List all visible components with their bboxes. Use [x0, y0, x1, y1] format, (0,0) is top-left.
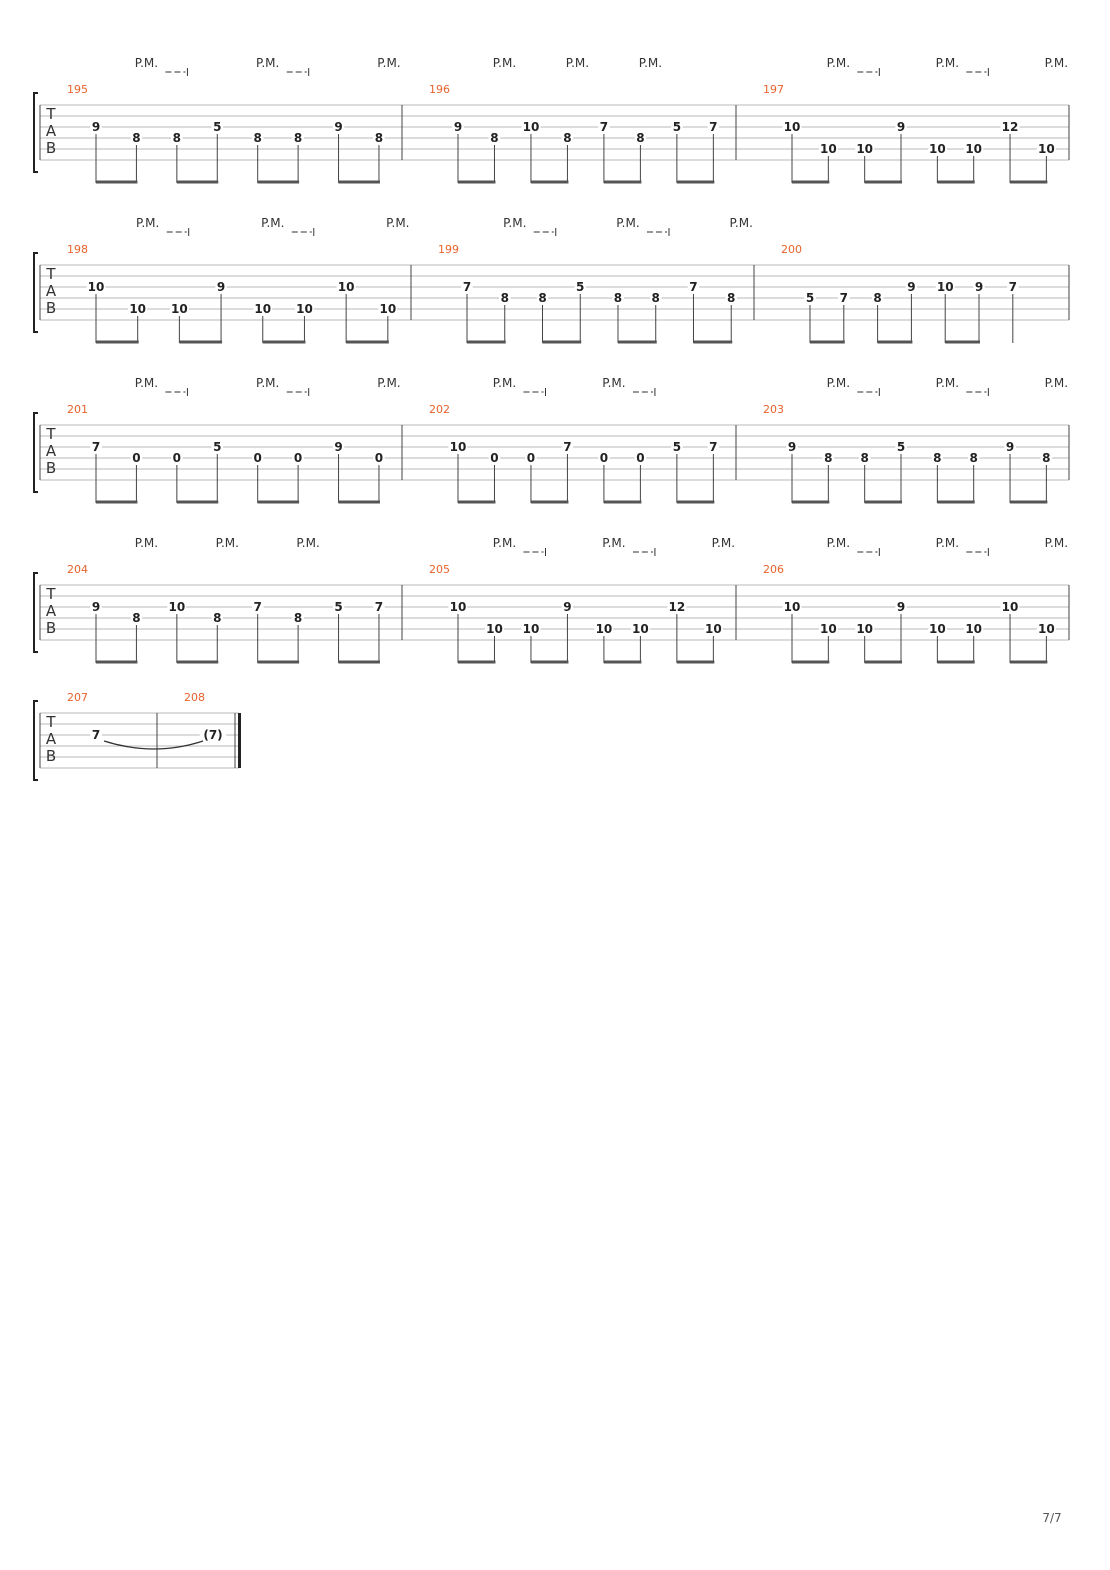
tab-clef-letter: A	[45, 442, 57, 460]
system-bracket	[34, 413, 38, 492]
fret-number: 8	[374, 131, 384, 145]
fret-number: 7	[374, 600, 384, 614]
palm-mute-label: P.M.	[1044, 536, 1069, 550]
palm-mute-label: P.M.	[492, 376, 517, 390]
tab-system	[34, 691, 241, 780]
tab-clef-letter: T	[46, 265, 56, 283]
fret-number: 10	[129, 302, 147, 316]
fret-number: 8	[860, 451, 869, 465]
fret-number: 7	[91, 728, 101, 742]
beam	[937, 661, 974, 664]
beam	[531, 181, 568, 184]
fret-number: 8	[873, 291, 882, 305]
beam	[458, 661, 495, 664]
palm-mute-label: P.M.	[492, 536, 517, 550]
measure-number: 208	[184, 691, 205, 704]
beam	[1010, 181, 1047, 184]
fret-number: 0	[172, 451, 182, 465]
fret-number: 8	[969, 451, 978, 465]
tab-system	[34, 216, 1069, 344]
measure-number: 196	[429, 83, 450, 96]
fret-number: 9	[91, 120, 101, 134]
fret-number: 10	[1038, 142, 1055, 156]
tab-clef-letter: B	[45, 619, 57, 637]
fret-number: 8	[132, 611, 141, 625]
fret-number: 9	[334, 440, 343, 454]
beam	[604, 181, 641, 184]
beam	[96, 181, 137, 184]
fret-number: 10	[449, 440, 467, 454]
tab-system	[34, 536, 1069, 664]
fret-number: 9	[896, 120, 906, 134]
fret-number: 10	[379, 302, 397, 316]
system-bracket	[34, 253, 38, 332]
beam	[339, 181, 380, 184]
fret-number: 10	[856, 142, 874, 156]
palm-mute-label: P.M.	[503, 216, 527, 230]
fret-number: 8	[563, 131, 572, 145]
beam	[531, 501, 568, 504]
fret-number: 7	[91, 440, 101, 454]
fret-number: 10	[936, 280, 954, 294]
beam	[618, 341, 657, 344]
beam	[458, 181, 495, 184]
palm-mute-label: P.M.	[616, 216, 640, 230]
fret-number: 9	[334, 120, 343, 134]
fret-number: 9	[216, 280, 226, 294]
beam	[792, 501, 829, 504]
palm-mute-label: P.M.	[826, 536, 851, 550]
palm-mute-label: P.M.	[602, 536, 626, 550]
tab-clef-letter: T	[46, 105, 56, 123]
fret-number: 0	[132, 451, 141, 465]
palm-mute-label: P.M.	[492, 56, 517, 70]
beam	[677, 501, 714, 504]
palm-mute-label: P.M.	[1044, 376, 1069, 390]
fret-number: 10	[486, 622, 503, 636]
fret-number: 10	[783, 600, 801, 614]
beam	[96, 341, 139, 344]
palm-mute-label: P.M.	[826, 56, 851, 70]
beam	[677, 181, 714, 184]
measure-number: 202	[429, 403, 450, 416]
fret-number: 10	[819, 142, 837, 156]
fret-number: 5	[213, 440, 222, 454]
palm-mute-label: P.M.	[296, 536, 320, 550]
fret-number: 8	[500, 291, 509, 305]
fret-number: 10	[296, 302, 313, 316]
fret-number: 9	[91, 600, 101, 614]
fret-number: 9	[1005, 440, 1015, 454]
fret-number: 0	[374, 451, 384, 465]
fret-number: 10	[705, 622, 722, 636]
beam	[258, 181, 299, 184]
beam	[177, 501, 218, 504]
fret-number: 7	[839, 291, 848, 305]
measure-number: 206	[763, 563, 784, 576]
palm-mute-label: P.M.	[935, 376, 960, 390]
palm-mute-label: P.M.	[377, 56, 401, 70]
tab-clef-letter: B	[45, 459, 57, 477]
palm-mute-label: P.M.	[215, 536, 239, 550]
fret-number: 10	[522, 120, 540, 134]
beam	[937, 501, 974, 504]
system-bracket	[34, 573, 38, 652]
tab-clef-letter: T	[46, 713, 56, 731]
fret-number: 7	[709, 440, 718, 454]
tab-clef-letter: B	[45, 139, 57, 157]
fret-number: 10	[254, 302, 272, 316]
beam	[937, 181, 974, 184]
fret-number: 7	[709, 120, 718, 134]
fret-number: 10	[168, 600, 186, 614]
fret-number: 10	[965, 142, 983, 156]
fret-number: 10	[1038, 622, 1055, 636]
beam	[263, 341, 306, 344]
fret-number: 10	[856, 622, 874, 636]
measure-number: 197	[763, 83, 784, 96]
beam	[542, 341, 581, 344]
beam	[179, 341, 222, 344]
beam	[865, 181, 902, 184]
fret-number: 0	[526, 451, 536, 465]
fret-number: 9	[974, 280, 984, 294]
beam	[810, 341, 845, 344]
fret-number: 9	[907, 280, 916, 294]
tab-clef-letter: B	[45, 747, 57, 765]
fret-number: 7	[599, 120, 609, 134]
fret-number: 10	[337, 280, 355, 294]
fret-number: 8	[651, 291, 660, 305]
fret-number: 5	[334, 600, 343, 614]
beam	[865, 501, 902, 504]
fret-number: 9	[787, 440, 797, 454]
beam	[693, 341, 732, 344]
fret-number: 10	[1001, 600, 1019, 614]
palm-mute-label: P.M.	[935, 56, 960, 70]
fret-number: 8	[172, 131, 182, 145]
fret-number: 8	[293, 131, 303, 145]
fret-number: 12	[668, 600, 686, 614]
fret-number: 8	[613, 291, 623, 305]
palm-mute-label: P.M.	[638, 56, 663, 70]
fret-number: 10	[783, 120, 801, 134]
palm-mute-label: P.M.	[134, 536, 159, 550]
tab-clef-letter: A	[45, 602, 57, 620]
beam	[1010, 661, 1047, 664]
fret-number: 0	[599, 451, 609, 465]
fret-number: 10	[595, 622, 613, 636]
fret-number: 9	[563, 600, 572, 614]
fret-number: 5	[576, 280, 585, 294]
palm-mute-label: P.M.	[935, 536, 960, 550]
beam	[177, 181, 218, 184]
tab-system	[34, 376, 1069, 504]
fret-number: 0	[253, 451, 262, 465]
palm-mute-label: P.M.	[256, 376, 280, 390]
measure-number: 204	[67, 563, 88, 576]
system-bracket	[34, 701, 38, 780]
palm-mute-label: P.M.	[136, 216, 160, 230]
palm-mute-label: P.M.	[711, 536, 736, 550]
beam	[531, 661, 568, 664]
fret-number: 8	[253, 131, 262, 145]
system-bracket	[34, 93, 38, 172]
fret-number: 10	[171, 302, 188, 316]
beam	[258, 661, 299, 664]
fret-number: 8	[1042, 451, 1051, 465]
measure-number: 198	[67, 243, 88, 256]
fret-number: 8	[490, 131, 499, 145]
fret-number: 10	[819, 622, 837, 636]
palm-mute-label: P.M.	[826, 376, 851, 390]
palm-mute-label: P.M.	[729, 216, 753, 230]
beam	[339, 661, 380, 664]
fret-number: 9	[453, 120, 463, 134]
beam	[96, 661, 137, 664]
fret-number: 8	[293, 611, 303, 625]
tab-clef-letter: A	[45, 122, 57, 140]
fret-number: 10	[929, 622, 946, 636]
tab-clef-letter: T	[46, 425, 56, 443]
palm-mute-label: P.M.	[134, 56, 159, 70]
fret-number: 12	[1001, 120, 1019, 134]
fret-number: 0	[636, 451, 645, 465]
palm-mute-label: P.M.	[386, 216, 410, 230]
palm-mute-label: P.M.	[256, 56, 280, 70]
fret-number: 5	[672, 120, 682, 134]
beam	[177, 661, 218, 664]
final-barline	[238, 713, 241, 768]
fret-number: 7	[563, 440, 572, 454]
fret-number: 10	[449, 600, 467, 614]
beam	[346, 341, 389, 344]
fret-number: 7	[462, 280, 472, 294]
fret-number: 7	[253, 600, 262, 614]
palm-mute-label: P.M.	[565, 56, 590, 70]
beam	[604, 501, 641, 504]
fret-number: 10	[929, 142, 946, 156]
fret-number: 8	[727, 291, 736, 305]
fret-number: 5	[672, 440, 682, 454]
beam	[96, 501, 137, 504]
fret-number: 8	[824, 451, 833, 465]
palm-mute-label: P.M.	[134, 376, 159, 390]
beam	[258, 501, 299, 504]
tab-clef-letter: A	[45, 730, 57, 748]
fret-number: 8	[213, 611, 222, 625]
beam	[339, 501, 380, 504]
palm-mute-label: P.M.	[602, 376, 626, 390]
beam	[792, 181, 829, 184]
measure-number: 195	[67, 83, 88, 96]
beam	[458, 501, 495, 504]
measure-number: 201	[67, 403, 88, 416]
beam	[865, 661, 902, 664]
beam	[878, 341, 913, 344]
fret-number: 9	[896, 600, 906, 614]
beam	[792, 661, 829, 664]
fret-number: 10	[522, 622, 540, 636]
measure-number: 205	[429, 563, 450, 576]
palm-mute-label: P.M.	[1044, 56, 1069, 70]
fret-number: 8	[132, 131, 141, 145]
beam	[467, 341, 506, 344]
fret-number: (7)	[203, 728, 223, 742]
fret-number: 0	[293, 451, 303, 465]
fret-number: 8	[538, 291, 547, 305]
fret-number: 0	[490, 451, 499, 465]
fret-number: 10	[965, 622, 983, 636]
fret-number: 10	[87, 280, 105, 294]
fret-number: 7	[689, 280, 698, 294]
measure-number: 199	[438, 243, 459, 256]
fret-number: 8	[636, 131, 645, 145]
measure-number: 207	[67, 691, 88, 704]
tab-system	[34, 56, 1069, 184]
fret-number: 8	[933, 451, 942, 465]
tab-clef-letter: A	[45, 282, 57, 300]
measure-number: 203	[763, 403, 784, 416]
fret-number: 5	[213, 120, 222, 134]
fret-number: 5	[805, 291, 815, 305]
fret-number: 7	[1008, 280, 1017, 294]
tab-clef-letter: T	[46, 585, 56, 603]
page-number: 7/7	[1042, 1511, 1062, 1525]
measure-number: 200	[781, 243, 802, 256]
palm-mute-label: P.M.	[377, 376, 401, 390]
palm-mute-label: P.M.	[261, 216, 285, 230]
fret-number: 10	[632, 622, 649, 636]
beam	[677, 661, 714, 664]
beam	[945, 341, 980, 344]
fret-number: 5	[896, 440, 906, 454]
tab-clef-letter: B	[45, 299, 57, 317]
tie	[104, 741, 203, 749]
beam	[604, 661, 641, 664]
beam	[1010, 501, 1047, 504]
